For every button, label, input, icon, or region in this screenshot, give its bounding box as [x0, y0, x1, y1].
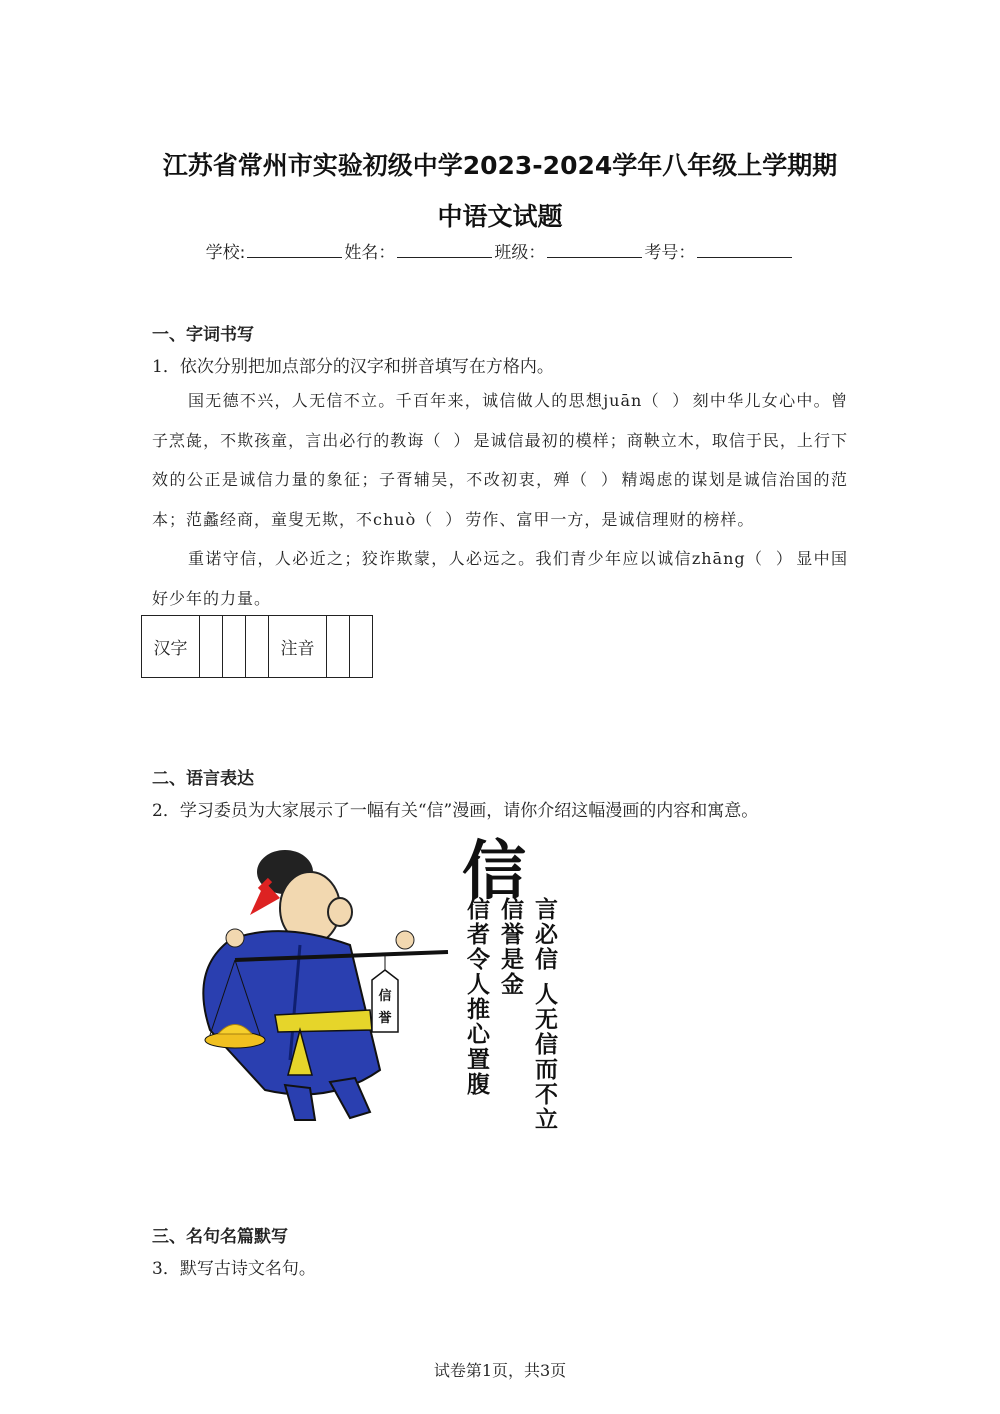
question-3: 3．默写古诗文名句。	[152, 1259, 316, 1279]
id-blank[interactable]	[697, 241, 792, 258]
answer-grid	[141, 615, 373, 678]
class-label: 班级：	[494, 243, 546, 263]
comic-text-right: 言必信 人无信而不立	[531, 897, 557, 1133]
pinyin-label-cell: 注音	[269, 616, 327, 678]
comic-text-middle: 信誉是金	[497, 897, 523, 997]
question-2: 2．学习委员为大家展示了一幅有关“信”漫画，请你介绍这幅漫画的内容和寓意。	[152, 801, 759, 821]
student-info-line	[0, 238, 1000, 263]
school-label: 学校:	[205, 243, 246, 263]
section-heading-1: 一、字词书写	[152, 325, 254, 345]
tag-char-1: 信	[378, 989, 392, 1004]
hanzi-box-1[interactable]	[200, 616, 223, 678]
section-heading-2: 二、语言表达	[152, 769, 254, 789]
name-blank[interactable]	[397, 241, 492, 258]
exam-title-line2: 中语文试题	[437, 202, 563, 231]
question-1: 1．依次分别把加点部分的汉字和拼音填写在方格内。	[152, 357, 554, 377]
school-blank[interactable]	[247, 241, 342, 258]
comic-text-left: 信者令人推心置腹	[463, 897, 489, 1097]
pinyin-box-2[interactable]	[350, 616, 373, 678]
passage-paragraph-2: 重诺守信，人必近之；狡诈欺蒙，人必远之。我们青少年应以诚信zhāng（ ）显中国好少年的力量。	[152, 549, 848, 608]
hanzi-box-3[interactable]	[246, 616, 269, 678]
class-blank[interactable]	[547, 241, 642, 258]
passage-paragraph-1: 国无德不兴，人无信不立。千百年来，诚信做人的思想juān（ ）刻中华儿女心中。曾子烹彘，不欺孩童，言出必行的教诲（ ）是诚信最初的模样；商鞅立木，取信于民，上行下效的公正是诚信力量的象征；子胥辅吴，不改初衷，殚（ ）精竭虑的谋划是诚信治国的范本；范蠡经商，童叟无欺，不chuò（ ）劳作、富甲一方，是诚信理财的榜样。	[152, 391, 848, 529]
comic-big-character: 信	[462, 834, 526, 909]
hanzi-label-cell: 汉字	[142, 616, 200, 678]
section-heading-3: 三、名句名篇默写	[152, 1227, 288, 1247]
page-footer: 试卷第1页，共3页	[433, 1361, 567, 1380]
pinyin-box-1[interactable]	[327, 616, 350, 678]
id-label: 考号：	[644, 243, 696, 263]
tag-char-2: 誉	[378, 1011, 392, 1026]
exam-title-line1: 江苏省常州市实验初级中学2023-2024学年八年级上学期期	[162, 151, 838, 180]
hanzi-box-2[interactable]	[223, 616, 246, 678]
name-label: 姓名：	[344, 243, 396, 263]
